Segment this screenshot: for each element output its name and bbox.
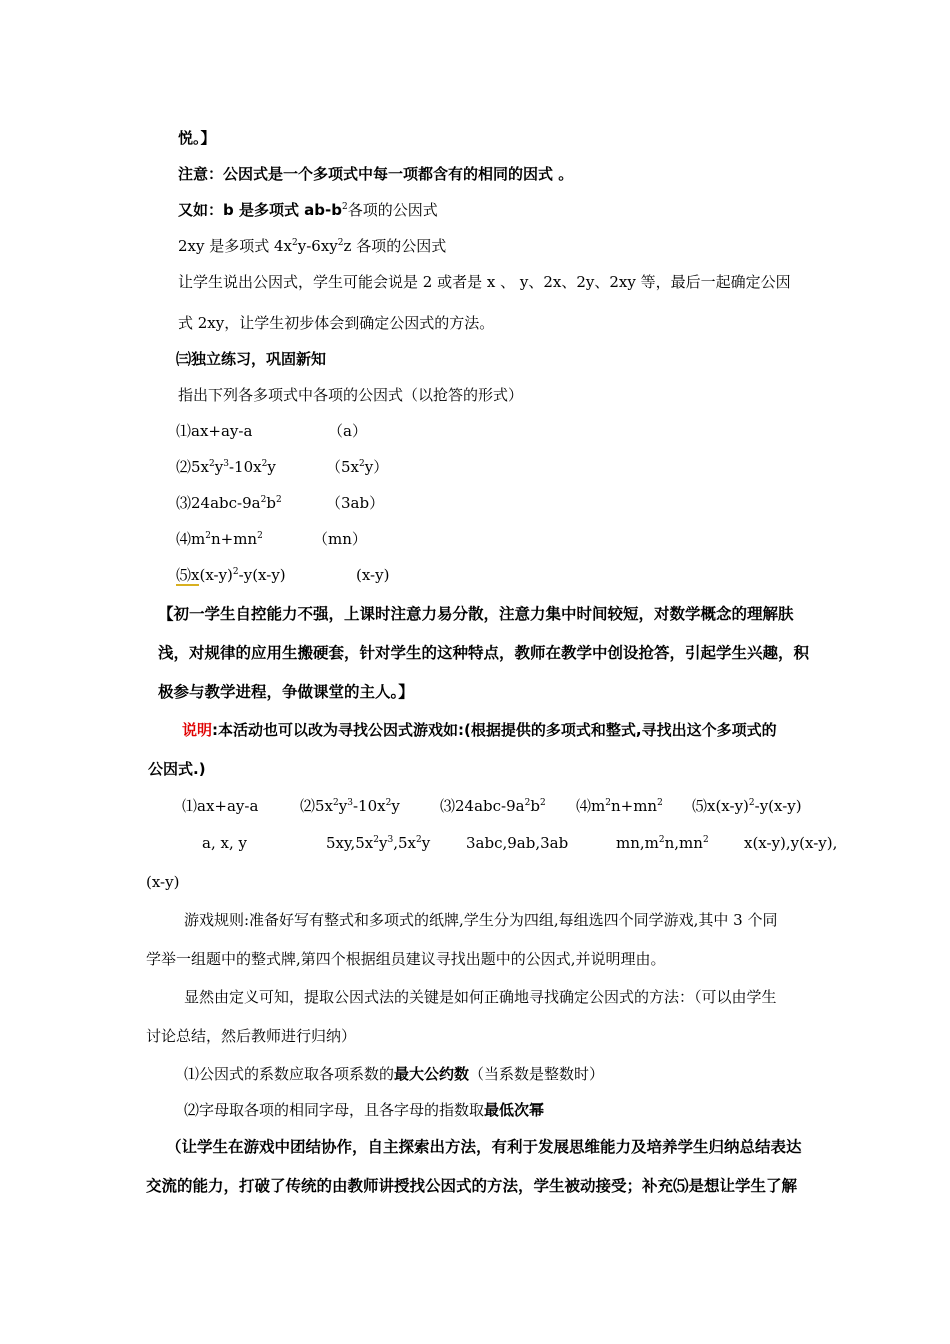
exercise-question: $⑸x(x-y)^2-y(x-y)$: [176, 566, 286, 584]
line-text: 式 2xy，让学生初步体会到确定公因式的方法。: [178, 314, 495, 332]
exercise-answer: （a）: [328, 422, 367, 440]
game-factor: $mn,m^2n,mn^2$: [616, 834, 709, 852]
emphasis: 最大公约数: [394, 1065, 470, 1083]
line-text: 讨论总结，然后教师进行归纳）: [146, 1027, 357, 1045]
line-text: 指出下列各多项式中各项的公因式（以抢答的形式）: [178, 386, 524, 404]
emphasis: 最低次幂: [484, 1101, 545, 1119]
game-polynomial: $⑸x(x-y)^2-y(x-y)$: [692, 797, 802, 815]
line-text: 游戏规则:准备好写有整式和多项式的纸牌,学生分为四组,每组选四个同学游戏,其中 3 个同: [184, 911, 778, 929]
exercise-question: ⑴ax+ay-a: [176, 422, 253, 440]
note-line: 公因式.): [148, 760, 206, 778]
line-text: 悦。】: [178, 129, 216, 147]
superscript: 2: [337, 238, 344, 248]
line-text: 让学生说出公因式，学生可能会说是 2 或者是 x 、 y、2x、2y、2xy 等，最后一起确定公因: [178, 273, 791, 291]
commentary-line: 极参与教学进程，争做课堂的主人。】: [158, 683, 414, 701]
note-line: [182, 720, 777, 740]
commentary-line: （让学生在游戏中团结协作，自主探索出方法，有利于发展思维能力及培养学生归纳总结表达: [166, 1138, 802, 1156]
line-text: [178, 236, 446, 256]
exercise-question: $⑷m^2n+mn^2$: [176, 530, 263, 548]
superscript: 2: [292, 238, 298, 248]
note-label: 说明: [182, 721, 213, 739]
game-factor: (x-y): [146, 873, 180, 891]
line-text: ⑵字母取各项的相同字母，且各字母的指数取最低次幂: [184, 1101, 545, 1119]
text: :本活动也可以改为寻找公因式游戏如:(根据提供的多项式和整式,寻找出这个多项式的: [212, 721, 777, 739]
superscript: 2: [342, 202, 348, 212]
exercise-answer: $(5x^2y)$: [326, 458, 389, 476]
commentary-line: 【初一学生自控能力不强，上课时注意力易分散，注意力集中时间较短，对数学概念的理解肤: [158, 605, 794, 623]
commentary-line: 交流的能力，打破了传统的由教师讲授找公因式的方法，学生被动接受；补充⑸是想让学生了解: [146, 1177, 798, 1195]
game-polynomial: ⑴ax+ay-a: [182, 797, 259, 815]
game-polynomial: $⑷m^2n+mn^2$: [576, 797, 663, 815]
text: y-6xy: [297, 237, 338, 255]
exercise-answer: （mn）: [313, 530, 367, 548]
exercise-answer: （3ab）: [326, 494, 385, 512]
text: 各项的公因式: [347, 201, 438, 219]
line-text: ⑴公因式的系数应取各项系数的最大公约数（当系数是整数时）: [184, 1065, 605, 1083]
line-text: 显然由定义可知，提取公因式法的关键是如何正确地寻找确定公因式的方法：（可以由学生: [184, 988, 777, 1006]
game-factor: a, x, y: [202, 834, 247, 852]
game-polynomial: $⑶24abc-9a^2b^2$: [440, 797, 546, 815]
game-factor: x(x-y),y(x-y),: [744, 834, 838, 852]
line-text: 注意：公因式是一个多项式中每一项都含有的相同的因式 。: [178, 165, 574, 183]
exercise-question: $⑵5x^2y^3-10x^2y$: [176, 458, 276, 476]
text: 2xy 是多项式 4x: [178, 237, 293, 255]
exercise-answer: (x-y): [356, 566, 390, 584]
line-text: 学举一组题中的整式牌,第四个根据组员建议寻找出题中的公因式,并说明理由。: [146, 950, 666, 968]
line-text: [178, 200, 438, 220]
game-factor: 3abc,9ab,3ab: [466, 834, 569, 852]
text: 又如：b 是多项式 ab-b: [178, 201, 343, 219]
exercise-question: $⑶24abc-9a^2b^2$: [176, 494, 282, 512]
game-factor: $5xy,5x^2y^3,5x^2y$: [326, 834, 431, 852]
section-heading: ㈢独立练习，巩固新知: [176, 350, 327, 368]
game-polynomial: $⑵5x^2y^3-10x^2y$: [300, 797, 400, 815]
text: z 各项的公因式: [343, 237, 447, 255]
commentary-line: 浅，对规律的应用生搬硬套，针对学生的这种特点，教师在教学中创设抢答，引起学生兴趣，积: [158, 644, 810, 662]
